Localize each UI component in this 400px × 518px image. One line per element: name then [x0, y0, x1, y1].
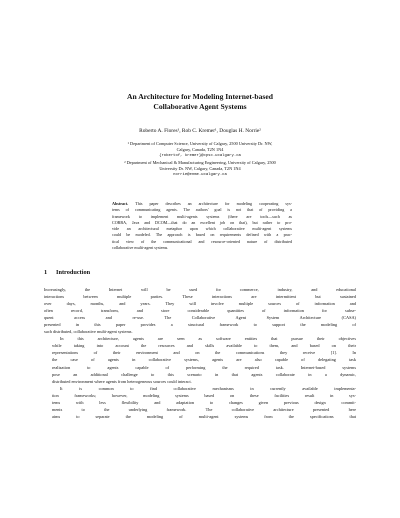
- affiliation-line: University Dr. NW, Calgary, Canada, T2N 1N4: [159, 166, 241, 172]
- body-line: ments to the underlying framework. The collaborative architecture presented here: [52, 406, 356, 412]
- body-line: the case of agents in collaborative systems, agents are also capable of delegating task: [52, 357, 356, 363]
- paragraph: [44, 335, 356, 384]
- section-heading: [44, 269, 90, 276]
- abstract: [112, 201, 292, 251]
- body-line: such distributed, collaborative multi-agent systems.: [44, 329, 133, 335]
- author-list: Roberto A. Flores¹, Rob C. Kremer¹, Douglas H. Norrie²: [139, 128, 261, 134]
- body-line: representations of their environment and on the communications they receive [1]. In: [52, 350, 356, 356]
- abstract-line: vide an architectural metaphor upon which collaborative multi-agent systems: [112, 226, 292, 232]
- abstract-line: CORBA, Java and DCOM—that do an excellent job on that), but rather to pro-: [112, 219, 292, 225]
- body-line: aims to separate the modeling of multi-agent systems from the specifications that: [52, 413, 356, 419]
- section-title: Introduction: [56, 269, 91, 276]
- body-text: [44, 286, 356, 420]
- body-line: tems with less flexibility and adaptation to changes given previous design commit-: [52, 399, 356, 405]
- body-line: while taking into account the resources and skills available to them, and based on their: [52, 343, 356, 349]
- paper-title: [0, 92, 400, 112]
- affiliation-line: Calgary, Canada, T2N 1N4: [176, 147, 224, 153]
- body-line: It is common to find collaborative mechanisms in currently available implementa-: [60, 385, 356, 391]
- abstract-line: framework to implement multi-agents systems (there are tools—such as: [112, 213, 292, 219]
- abstract-line: This paper describes an architecture for modeling cooperating sys-: [135, 201, 292, 206]
- affiliation-line: ² Department of Mechanical & Manufacturing Engineering, University of Calgary, 2500: [124, 160, 276, 165]
- body-line: presented in this paper provides a structural framework to support the modeling of: [44, 322, 356, 328]
- abstract-line: tems of communicating agents. The authors' goal is not that of providing a: [112, 207, 292, 213]
- body-line: over days, months, and years. They will involve multiple sources of information and: [44, 301, 356, 307]
- body-line: tion frameworks; however, modeling systems based on these facilities result in sys-: [52, 392, 356, 398]
- body-line: pose an additional challenge to this scenario in that agents collaborate in a dynamic,: [52, 371, 356, 377]
- body-line: interactions between multiple parties. These interactions are intermittent but sustained: [44, 294, 356, 300]
- body-line: distributed environment where agents from heterogeneous sources could interact.: [52, 378, 192, 384]
- body-line: quent access and re-use. The Collaborative Agent System Architecture (CASA): [44, 315, 356, 321]
- affiliation-1: [0, 141, 400, 160]
- body-line: often record, transform, and store considerable quantities of information for subse-: [44, 308, 356, 314]
- affiliation-2: [0, 160, 400, 179]
- abstract-label: Abstract.: [112, 201, 129, 206]
- affiliation-email: {robertof, kremer}@cpsc.ucalgary.ca: [159, 154, 241, 159]
- section-number: 1: [44, 269, 48, 276]
- title-line: Collaborative Agent Systems: [153, 102, 247, 111]
- affiliation-line: ¹ Department of Computer Science, University of Calgary, 2500 University Dr. NW,: [127, 141, 273, 146]
- abstract-line: tical view of the communicational and resource-oriented nature of distributed: [112, 238, 292, 244]
- paragraph: [44, 286, 356, 335]
- title-line: An Architecture for Modeling Internet-based: [127, 92, 273, 101]
- affiliation-email: norrie@enme.ucalgary.ca: [173, 173, 227, 178]
- body-line: In this architecture, agents are seen as software entities that pursue their objectives: [60, 336, 356, 342]
- body-line: Increasingly, the Internet will be used for commerce, industry, and educational: [44, 287, 356, 292]
- body-line: realization to agents capable of performing the required task. Internet-based systems: [52, 364, 356, 370]
- abstract-line: collaborative multi-agent systems.: [112, 245, 169, 251]
- abstract-line: could be modeled. The approach is based on requirements defined with a prac-: [112, 232, 292, 238]
- paragraph: [44, 385, 356, 420]
